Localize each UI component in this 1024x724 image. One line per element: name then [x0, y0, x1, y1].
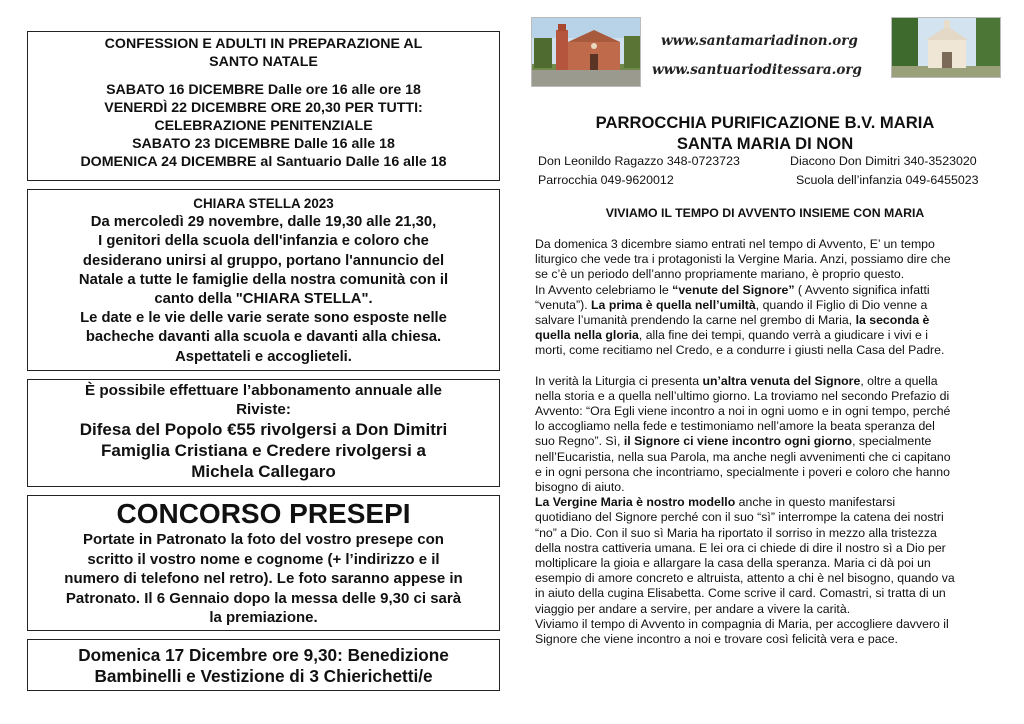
article-line	[535, 374, 997, 389]
article-line: moltiplicare la gioia e allargare la casa della speranza. Maria ci dà poi un	[535, 556, 931, 571]
article-line	[535, 495, 997, 510]
riviste-line: Michela Callegaro	[191, 462, 336, 481]
article-bold: un’altra venuta del Signore	[702, 373, 861, 388]
article-line: lo accogliamo nella fede e testimoniamo nell’amore la beata speranza del	[535, 419, 935, 434]
article-fragment: In Avvento celebriamo le	[535, 282, 673, 297]
confession-line: DOMENICA 24 DICEMBRE al Santuario Dalle 16 alle 18	[80, 154, 447, 170]
chiara-stella-line: canto della "CHIARA STELLA".	[154, 291, 373, 308]
article-line: Avvento: “Ora Egli viene incontro a noi in ogni uomo e in ogni tempo, perché	[535, 404, 951, 419]
article-line: quotidiano del Signore perché con il suo “sì” interrompe la catena dei nostri	[535, 510, 944, 525]
chiara-stella-line: Le date e le vie delle varie serate sono esposte nelle	[80, 310, 447, 327]
article-line: della nostra cattiveria umana. E lei ora ci chiede di dire il nostro sì a Dio per	[535, 540, 946, 555]
article-fragment: ( Avvento significa infatti	[794, 282, 930, 297]
article-fragment: , quando il Figlio di Dio venne a	[755, 297, 928, 312]
chiara-stella-line: I genitori della scuola dell'infanzia e coloro che	[98, 233, 429, 250]
confession-box	[27, 31, 500, 181]
article-bold: “venute del Signore”	[672, 282, 795, 297]
contact-scuola: Scuola dell’infanzia 049-6455023	[796, 173, 979, 187]
article-fragment: suo Regno”. Sì,	[535, 434, 624, 449]
article-line	[535, 434, 997, 449]
chiara-stella-line: bacheche davanti alla scuola e davanti alla chiesa.	[85, 329, 442, 346]
article-line	[535, 328, 997, 343]
chiara-stella-title: CHIARA STELLA 2023	[193, 196, 334, 211]
presepi-line: numero di telefono nel retro). Le foto saranno appese in	[64, 570, 463, 587]
confession-line: SANTO NATALE	[209, 54, 318, 70]
article-fragment: , alla fine dei tempi, quando verrà a giudicare i vivi e i	[638, 328, 929, 343]
website-santamaria[interactable]: www.santamariadinon.org	[661, 33, 858, 49]
article-line: morti, come recitiamo nel Credo, e a condurre i giusti nella Casa del Padre.	[535, 343, 945, 358]
chiara-stella-box	[27, 189, 500, 371]
presepi-title: CONCORSO PRESEPI	[116, 498, 411, 529]
article-title: VIVIAMO IL TEMPO DI AVVENTO INSIEME CON MARIA	[605, 206, 925, 220]
riviste-box	[27, 379, 500, 487]
presepi-line: Patronato. Il 6 Gennaio dopo la messa delle 9,30 ci sarà	[65, 589, 462, 607]
contact-parrocchia: Parrocchia 049-9620012	[538, 173, 674, 187]
confession-line: VENERDÌ 22 DICEMBRE ORE 20,30 PER TUTTI:	[104, 100, 423, 116]
confession-line: SABATO 23 DICEMBRE Dalle 16 alle 18	[132, 136, 395, 152]
parish-title	[530, 112, 1000, 154]
parish-title-line2: SANTA MARIA DI NON	[676, 134, 854, 153]
benedizione-line: Bambinelli e Vestizione di 3 Chierichetti/e	[94, 666, 433, 686]
article-fragment: , oltre a quella	[860, 373, 938, 388]
article-body	[535, 237, 997, 647]
article-bold: La Vergine Maria è nostro modello	[535, 495, 736, 510]
benedizione-box	[27, 639, 500, 691]
article-line: esempio di amore concreto e altruista, attento a chi è nel bisogno, quando va	[535, 571, 955, 586]
article-line	[535, 313, 997, 328]
article-line: bisogno di aiuto.	[535, 480, 625, 495]
article-line	[535, 283, 997, 298]
sanctuary-photo	[891, 17, 1001, 78]
confession-line: CELEBRAZIONE PENITENZIALE	[154, 118, 373, 134]
chiara-stella-line: Da mercoledì 29 novembre, dalle 19,30 alle 21,30,	[90, 214, 437, 231]
presepi-line: scritto il vostro nome e cognome (+ l’indirizzo e il	[87, 550, 440, 568]
website-santuario[interactable]: www.santuarioditessara.org	[652, 62, 862, 78]
chiara-stella-line: Natale a tutte le famiglie della nostra comunità con il	[78, 271, 449, 288]
chiara-stella-line: Aspettateli e accoglieteli.	[175, 348, 352, 365]
confession-line: CONFESSION E ADULTI IN PREPARAZIONE AL	[104, 36, 423, 52]
contact-parroco: Don Leonildo Ragazzo 348-0723723	[538, 154, 740, 168]
chiara-stella-line: desiderano unirsi al gruppo, portano l'annuncio del	[82, 252, 445, 269]
article-bold: quella nella gloria	[535, 328, 639, 343]
article-line: se c’è un periodo dell’anno propriamente mariano, è proprio questo.	[535, 267, 905, 282]
contact-diacono: Diacono Don Dimitri 340-3523020	[790, 154, 977, 168]
article-line: nella storia e a quella nell’ultimo giorno. La troviamo nel secondo Prefazio di	[535, 388, 950, 403]
article-line	[535, 298, 997, 313]
article-line: liturgico che vede tra i protagonisti la Vergine Maria. Anzi, possiamo dire che	[535, 252, 951, 267]
riviste-line: È possibile effettuare l’abbonamento annuale alle	[85, 382, 442, 399]
article-fragment: In verità la Liturgia ci presenta	[535, 373, 703, 388]
riviste-line: Famiglia Cristiana e Credere rivolgersi a	[100, 441, 427, 460]
presepi-line: Portate in Patronato la foto del vostro presepe con	[83, 531, 444, 548]
article-line: viaggio per andare a servire, per andare a vivere la carità.	[535, 601, 851, 616]
article-bold: il Signore ci viene incontro ogni giorno	[623, 434, 853, 449]
riviste-line: Difesa del Popolo €55 rivolgersi a Don Dimitri	[79, 420, 448, 439]
church-photo-image	[532, 18, 641, 87]
article-line: Da domenica 3 dicembre siamo entrati nel tempo di Avvento, E’ un tempo	[535, 237, 935, 251]
article-fragment: “venuta”).	[535, 297, 592, 312]
article-fragment: salvare l’umanità prendendo la carne nel grembo di Maria,	[535, 313, 856, 328]
article-fragment: anche in questo manifestarsi	[735, 495, 896, 510]
article-line: “no” a Dio. Con il suo sì Maria ha riportato il sorriso in mezzo alla tristezza	[535, 525, 937, 540]
benedizione-line: Domenica 17 Dicembre ore 9,30: Benedizione	[78, 645, 449, 665]
article-line: in aiuto della cugina Elisabetta. Come scrive il card. Comastri, si tratta di un	[535, 586, 946, 601]
presepi-line: la premiazione.	[209, 609, 318, 626]
riviste-line: Riviste:	[236, 401, 291, 418]
article-line: Signore che viene incontro a noi e trovare così felicità vera e pace.	[535, 632, 898, 647]
confession-line: SABATO 16 DICEMBRE Dalle ore 16 alle ore 18	[106, 82, 421, 98]
sanctuary-photo-image	[892, 18, 1001, 78]
article-line: nell’Eucaristia, nella sua Parola, ma anche negli avvenimenti che ci capitano	[535, 449, 951, 464]
article-fragment: , specialmente	[852, 434, 932, 449]
article-line: e in ogni persona che incontriamo, specialmente i poveri e coloro che hanno	[535, 464, 950, 479]
church-photo	[531, 17, 641, 87]
parish-title-line1: PARROCCHIA PURIFICAZIONE B.V. MARIA	[595, 113, 935, 132]
article-bold: La prima è quella nell’umiltà	[591, 297, 756, 312]
presepi-box	[27, 495, 500, 631]
article-line: Viviamo il tempo di Avvento in compagnia di Maria, per accogliere davvero il	[535, 616, 949, 631]
article-bold: la seconda è	[855, 313, 930, 328]
